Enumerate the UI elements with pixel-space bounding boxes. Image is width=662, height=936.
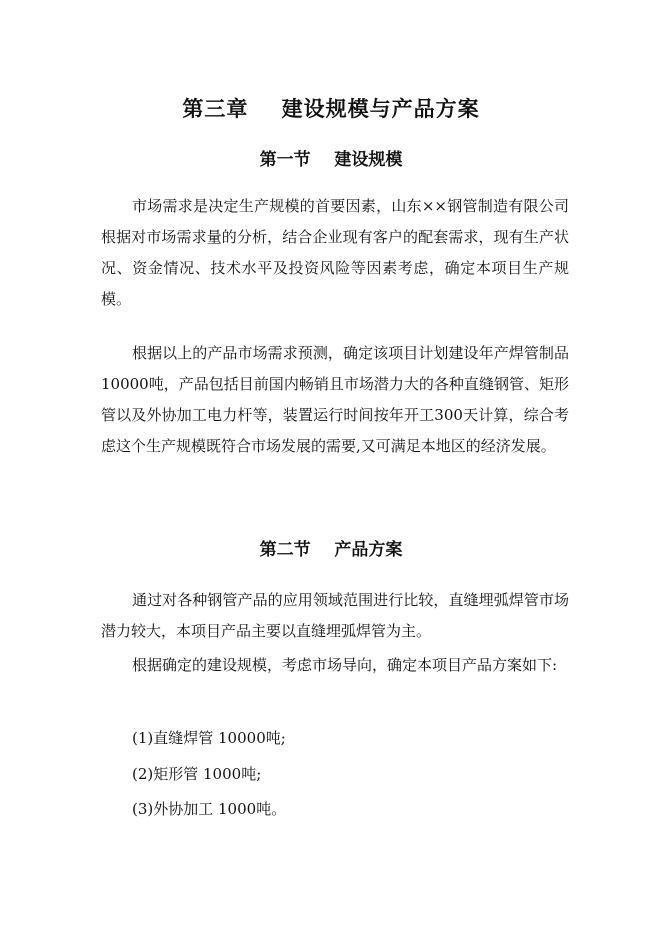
product-list-item-3: (3)外协加工 1000吨。 [132, 800, 287, 818]
product-list-item-1: (1)直缝焊管 10000吨; [132, 729, 286, 747]
section-1-paragraph-1: 市场需求是决定生产规模的首要因素，山东××钢管制造有限公司根据对市场需求量的分析，结合企业现有客户的配套需求，现有生产状况、资金情况、技术水平及投资风险等因素考虑，确定本项目生产规模。 [101, 197, 569, 308]
section-1-paragraph-2: 根据以上的产品市场需求预测，确定该项目计划建设年产焊管制品10000吨，产品包括目前国内畅销且市场潜力大的各种直缝钢管、矩形管以及外协加工电力杆等，装置运行时间按年开工300天计算，综合考虑这个生产规模既符合市场发展的需要,又可满足本地区的经济发展。 [101, 344, 569, 455]
chapter-title: 第三章 建设规模与产品方案 [182, 96, 480, 121]
section-2-title: 第二节 产品方案 [259, 540, 403, 560]
product-list-item-2: (2)矩形管 1000吨; [132, 765, 262, 783]
section-2-paragraph-1: 通过对各种钢管产品的应用领域范围进行比较，直缝埋弧焊管市场潜力较大，本项目产品主要以直缝埋弧焊管为主。 [101, 591, 569, 640]
section-1-title: 第一节 建设规模 [259, 150, 403, 170]
section-2-paragraph-2: 根据确定的建设规模，考虑市场导向，确定本项目产品方案如下: [132, 656, 558, 674]
